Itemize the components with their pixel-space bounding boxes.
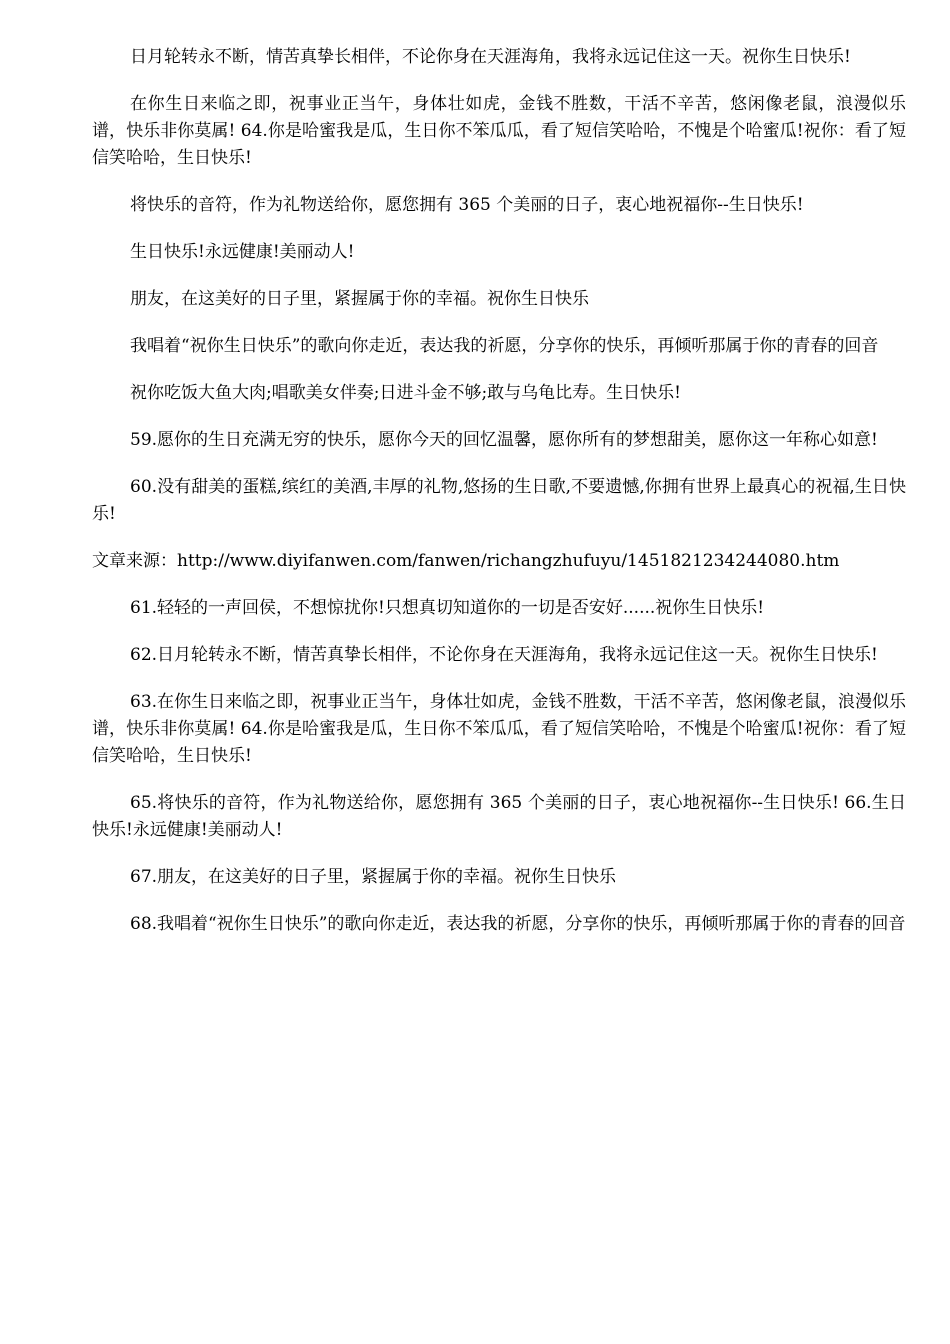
- paragraph-11: 61.轻轻的一声回侯，不想惊扰你!只想真切知道你的一切是否安好......祝你生日快乐!: [130, 598, 765, 618]
- paragraph-6: 我唱着“祝你生日快乐”的歌向你走近，表达我的祈愿，分享你的快乐，再倾听那属于你的青春的回音: [130, 336, 879, 356]
- document-body: [92, 44, 906, 958]
- paragraph-12: 62.日月轮转永不断，情苦真挚长相伴，不论你身在天涯海角，我将永远记住这一天。祝你生日快乐!: [130, 645, 878, 665]
- paragraph-4: 生日快乐!永远健康!美丽动人!: [130, 242, 355, 262]
- source-line: 文章来源：http://www.diyifanwen.com/fanwen/richangzhufuyu/1451821234244080.htm: [92, 551, 840, 571]
- paragraph-2: 在你生日来临之即，祝事业正当午，身体壮如虎，金钱不胜数，干活不辛苦，悠闲像老鼠，浪漫似乐谱，快乐非你莫属! 64.你是哈蜜我是瓜，生日你不笨瓜瓜，看了短信笑哈哈，不愧是个哈蜜瓜!祝你：看了短信笑哈哈，生日快乐!: [92, 94, 906, 168]
- paragraph-3: 将快乐的音符，作为礼物送给你，愿您拥有 365 个美丽的日子，衷心地祝福你--生日快乐!: [130, 195, 804, 215]
- paragraph-13: 63.在你生日来临之即，祝事业正当午，身体壮如虎，金钱不胜数，干活不辛苦，悠闲像老鼠，浪漫似乐谱，快乐非你莫属! 64.你是哈蜜我是瓜，生日你不笨瓜瓜，看了短信笑哈哈，不愧是个哈蜜瓜!祝你：看了短信笑哈哈，生日快乐!: [92, 692, 906, 766]
- paragraph-5: 朋友，在这美好的日子里，紧握属于你的幸福。祝你生日快乐: [130, 289, 589, 309]
- paragraph-15: 67.朋友，在这美好的日子里，紧握属于你的幸福。祝你生日快乐: [130, 867, 617, 887]
- paragraph-14: 65.将快乐的音符，作为礼物送给你，愿您拥有 365 个美丽的日子，衷心地祝福你--生日快乐! 66.生日快乐!永远健康!美丽动人!: [92, 793, 906, 840]
- paragraph-16: 68.我唱着“祝你生日快乐”的歌向你走近，表达我的祈愿，分享你的快乐，再倾听那属于你的青春的回音: [130, 914, 906, 934]
- paragraph-7: 祝你吃饭大鱼大肉;唱歌美女伴奏;日进斗金不够;敢与乌龟比寿。生日快乐!: [130, 383, 682, 403]
- paragraph-8: 59.愿你的生日充满无穷的快乐，愿你今天的回忆温馨，愿你所有的梦想甜美，愿你这一年称心如意!: [130, 430, 878, 450]
- paragraph-9: 60.没有甜美的蛋糕,缤红的美酒,丰厚的礼物,悠扬的生日歌,不要遗憾,你拥有世界上最真心的祝福,生日快乐!: [92, 477, 906, 524]
- paragraph-1: 日月轮转永不断，情苦真挚长相伴，不论你身在天涯海角，我将永远记住这一天。祝你生日快乐!: [130, 47, 851, 67]
